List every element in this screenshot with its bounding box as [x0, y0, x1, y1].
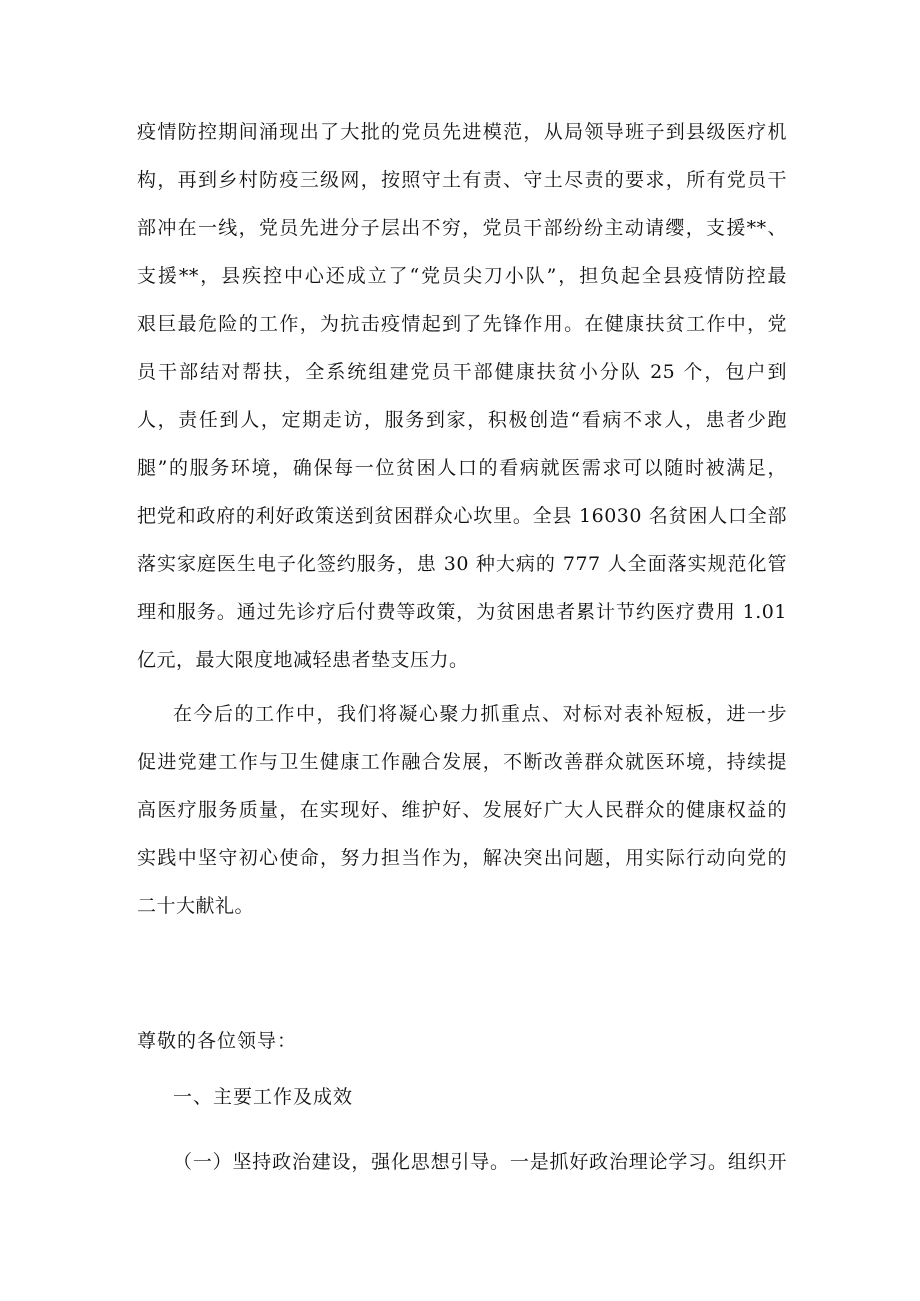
paragraph-line: 促进党建工作与卫生健康工作融合发展，不断改善群众就医环境，持续提 — [137, 751, 787, 773]
paragraph-line: 支援**，县疾控中心还成立了“党员尖刀小队”，担负起全县疫情防控最 — [137, 265, 787, 287]
paragraph-line: 落实家庭医生电子化签约服务，患 30 种大病的 777 人全面落实规范化管 — [137, 553, 787, 575]
section-heading: 一、主要工作及成效 — [173, 1086, 354, 1108]
paragraph-line: 疫情防控期间涌现出了大批的党员先进模范，从局领导班子到县级医疗机 — [137, 121, 787, 143]
salutation: 尊敬的各位领导： — [137, 1030, 298, 1052]
paragraph-line: 把党和政府的利好政策送到贫困群众心坎里。全县 16030 名贫困人口全部 — [137, 505, 787, 527]
subsection-line: （一）坚持政治建设，强化思想引导。一是抓好政治理论学习。组织开 — [173, 1151, 787, 1173]
paragraph-line: 亿元，最大限度地减轻患者垫支压力。 — [137, 649, 469, 671]
paragraph-line: 人，责任到人，定期走访，服务到家，积极创造“看病不求人，患者少跑 — [137, 409, 787, 431]
paragraph-line: 员干部结对帮扶，全系统组建党员干部健康扶贫小分队 25 个，包户到 — [137, 361, 787, 383]
paragraph-line: 在今后的工作中，我们将凝心聚力抓重点、对标对表补短板，进一步 — [173, 703, 787, 725]
paragraph-line: 艰巨最危险的工作，为抗击疫情起到了先锋作用。在健康扶贫工作中，党 — [137, 313, 787, 335]
paragraph-line: 部冲在一线，党员先进分子层出不穷，党员干部纷纷主动请缨，支援**、 — [137, 217, 787, 239]
paragraph-line: 高医疗服务质量，在实现好、维护好、发展好广大人民群众的健康权益的 — [137, 799, 787, 821]
paragraph-line: 二十大献礼。 — [137, 895, 255, 917]
paragraph-line: 理和服务。通过先诊疗后付费等政策，为贫困患者累计节约医疗费用 1.01 — [137, 601, 787, 623]
paragraph-line: 构，再到乡村防疫三级网，按照守土有责、守土尽责的要求，所有党员干 — [137, 169, 787, 191]
paragraph-line: 实践中坚守初心使命，努力担当作为，解决突出问题，用实际行动向党的 — [137, 847, 787, 869]
paragraph-line: 腿”的服务环境，确保每一位贫困人口的看病就医需求可以随时被满足， — [137, 457, 787, 479]
